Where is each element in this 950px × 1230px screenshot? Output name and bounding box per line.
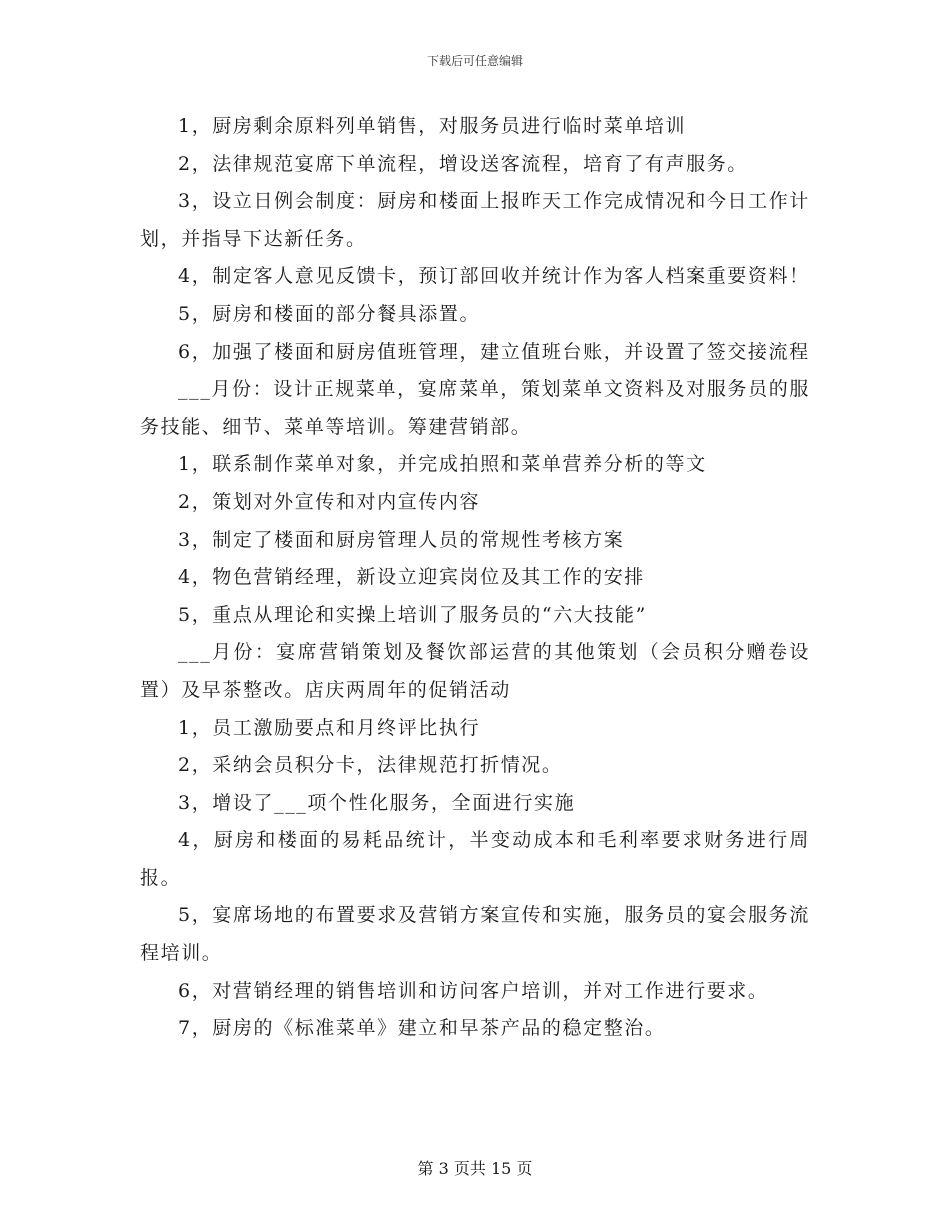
paragraph: 6，对营销经理的销售培训和访问客户培训，并对工作进行要求。 [178,979,769,1002]
paragraph: 1，厨房剩余原料列单销售，对服务员进行临时菜单培训 [178,115,687,137]
paragraph: 2，策划对外宣传和对内宣传内容 [178,490,481,513]
paragraph: 2，采纳会员积分卡，法律规范打折情况。 [178,754,563,777]
paragraph: 3，制定了楼面和厨房管理人员的常规性考核方案 [178,528,625,551]
paragraph: 3，增设了___项个性化服务，全面进行实施 [178,791,576,814]
paragraph: ___月份：设计正规菜单，宴席菜单，策划菜单文资料及对服务员的服务技能、细节、菜单等培训。筹建营销部。 [140,378,810,438]
paragraph: 4，物色营销经理，新设立迎宾岗位及其工作的安排 [178,566,645,589]
paragraph: 6，加强了楼面和厨房值班管理，建立值班台账，并设置了签交接流程 [178,340,810,363]
document-body [140,108,810,1048]
paragraph: 2，法律规范宴席下单流程，增设送客流程，培育了有声服务。 [178,152,748,175]
paragraph: 3，设立日例会制度：厨房和楼面上报昨天工作完成情况和今日工作计划，并指导下达新任务。 [140,190,810,250]
page-footer: 第 3 页共 15 页 [417,1159,533,1178]
paragraph: ___月份：宴席营销策划及餐饮部运营的其他策划（会员积分赠卷设置）及早茶整改。店庆两周年的促销活动 [140,641,810,701]
paragraph: 4，制定客人意见反馈卡，预订部回收并统计作为客人档案重要资料！ [178,265,810,288]
paragraph: 7，厨房的《标准菜单》建立和早茶产品的稳定整治。 [178,1017,666,1040]
paragraph: 5，宴席场地的布置要求及营销方案宣传和实施，服务员的宴会服务流程培训。 [140,904,810,965]
paragraph: 4，厨房和楼面的易耗品统计，半变动成本和毛利率要求财务进行周报。 [140,829,810,889]
paragraph: 5，重点从理论和实操上培训了服务员的“六大技能” [178,603,647,626]
paragraph: 1，员工激励要点和月终评比执行 [178,716,481,739]
page-header: 下载后可任意编辑 [426,54,523,68]
paragraph: 5，厨房和楼面的部分餐具添置。 [178,302,481,325]
paragraph: 1，联系制作菜单对象，并完成拍照和菜单营养分析的等文 [178,453,707,476]
